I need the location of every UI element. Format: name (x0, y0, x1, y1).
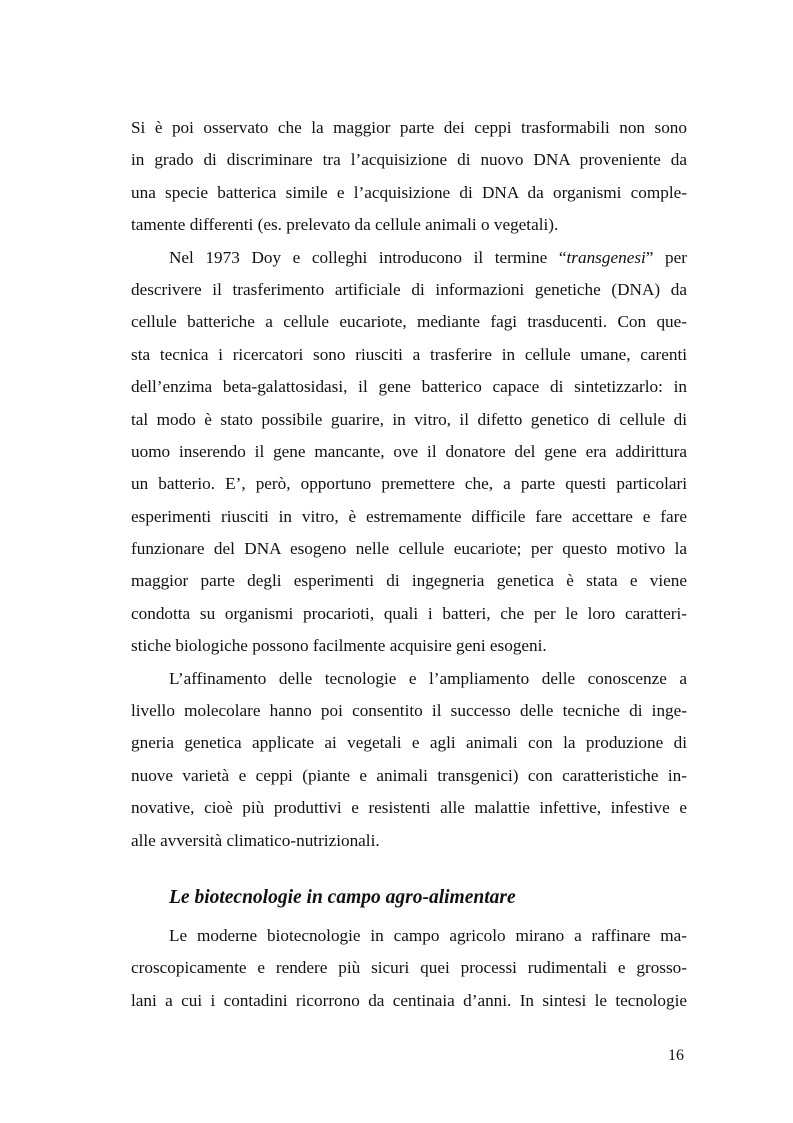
text-line: descrivere il trasferimento artificiale di informazioni genetiche (DNA) da (131, 279, 687, 299)
text-line: tamente differenti (es. prelevato da cellule animali o vegetali). (131, 215, 559, 235)
text-line: alle avversità climatico-nutrizionali. (131, 830, 380, 850)
text-line: gneria genetica applicate ai vegetali e agli animali con la produzione di (131, 733, 687, 753)
text-line: sta tecnica i ricercatori sono riusciti a trasferire in cellule umane, carenti (131, 344, 687, 364)
text-line: un batterio. E’, però, opportuno premettere che, a parte questi particolari (131, 474, 687, 494)
paragraph-4 (131, 920, 687, 1017)
text-line: funzionare del DNA esogeno nelle cellule eucariote; per questo motivo la (131, 539, 687, 559)
paragraph-3 (131, 663, 687, 857)
main-text (131, 112, 687, 857)
text-line (131, 242, 687, 274)
text-fragment: Nel 1973 Doy e colleghi introducono il termine “ (169, 247, 567, 267)
text-line: novative, cioè più produttivi e resistenti alle malattie infettive, infestive e (131, 798, 687, 818)
text-line: croscopicamente e rendere più sicuri quei processi rudimentali e grosso- (131, 958, 687, 978)
text-line: L’affinamento delle tecnologie e l’ampliamento delle conoscenze a (169, 668, 687, 688)
text-line: condotta su organismi procarioti, quali i batteri, che per le loro caratteri- (131, 603, 687, 623)
text-line: esperimenti riusciti in vitro, è estremamente difficile fare accettare e fare (131, 506, 687, 526)
page-number: 16 (668, 1047, 684, 1064)
text-line: livello molecolare hanno poi consentito il successo delle tecniche di inge- (131, 701, 687, 721)
emphasized-term: transgenesi (566, 247, 646, 267)
text-line: lani a cui i contadini ricorrono da centinaia d’anni. In sintesi le tecnologie (131, 990, 687, 1010)
text-line: Le moderne biotecnologie in campo agricolo mirano a raffinare ma- (169, 926, 687, 945)
section-text (131, 920, 687, 1017)
text-line: uomo inserendo il gene mancante, ove il donatore del gene era addirittura (131, 441, 687, 461)
text-line: una specie batterica simile e l’acquisizione di DNA da organismi comple- (131, 182, 687, 202)
section-heading: Le biotecnologie in campo agro-alimentare (169, 887, 516, 908)
paragraph-2 (131, 242, 687, 663)
paragraph-1 (131, 112, 687, 242)
text-line: dell’enzima beta-galattosidasi, il gene batterico capace di sintetizzarlo: in (131, 377, 687, 397)
text-line: in grado di discriminare tra l’acquisizione di nuovo DNA proveniente da (131, 150, 687, 170)
text-line: cellule batteriche a cellule eucariote, mediante fagi trasducenti. Con que- (131, 312, 687, 332)
text-line: tal modo è stato possibile guarire, in vitro, il difetto genetico di cellule di (131, 409, 687, 429)
text-line: Si è poi osservato che la maggior parte dei ceppi trasformabili non sono (131, 118, 687, 137)
text-line: stiche biologiche possono facilmente acquisire geni esogeni. (131, 636, 547, 656)
text-line: maggior parte degli esperimenti di ingegneria genetica è stata e viene (131, 571, 687, 591)
text-fragment: ” per (645, 247, 687, 267)
text-line: nuove varietà e ceppi (piante e animali transgenici) con caratteristiche in- (131, 765, 687, 785)
